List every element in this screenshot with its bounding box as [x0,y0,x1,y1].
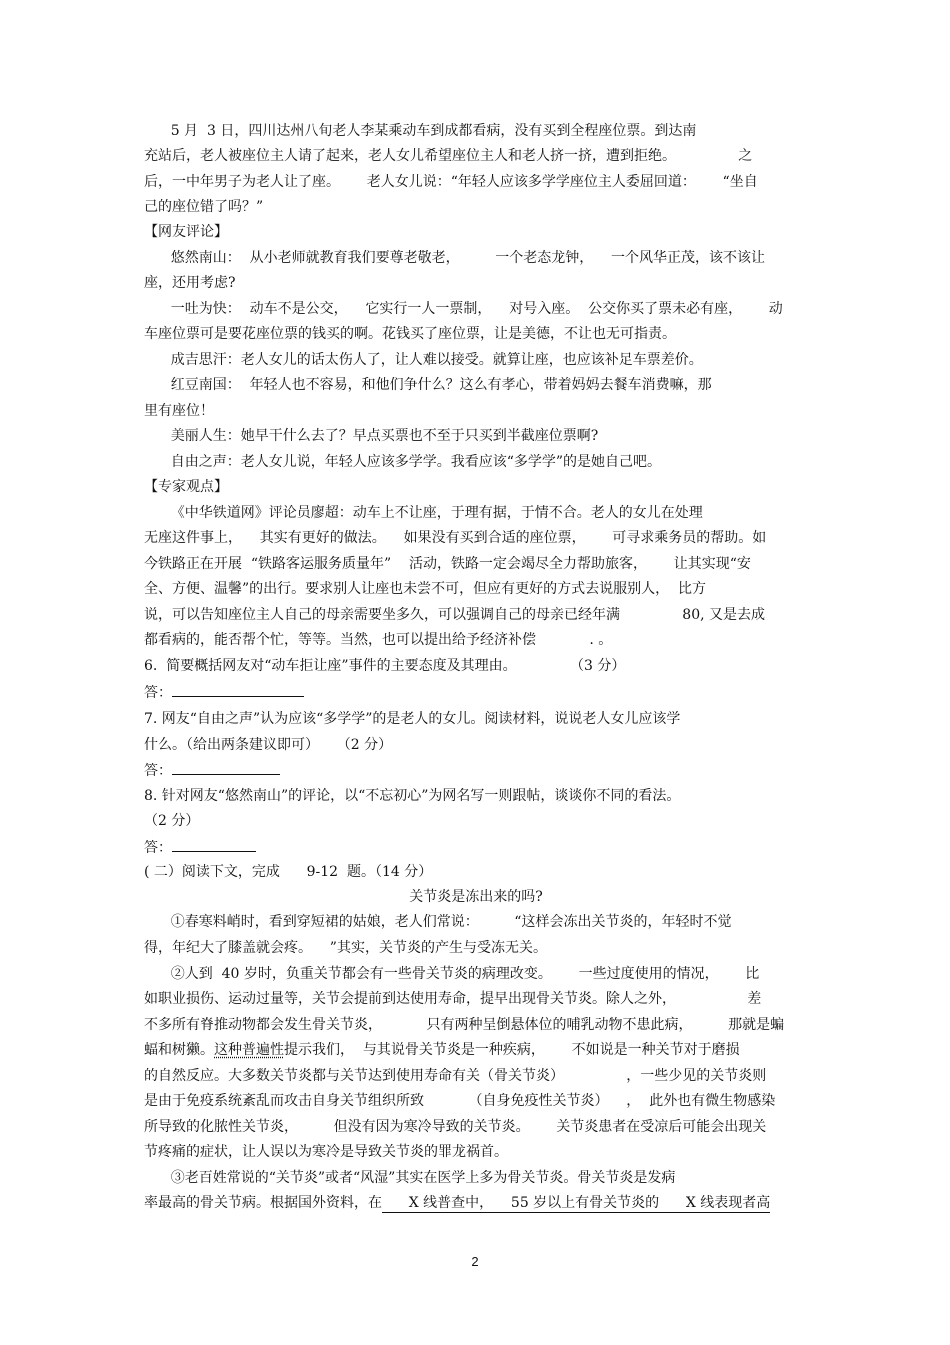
text-line: 座，还用考虑? [144,275,236,291]
text-line: 后，一中年男子为老人让了座。 老人女儿说：“年轻人应该多学学座位主人委屈回道： “坐自 [144,174,758,190]
text-line: 充站后，老人被座位主人请了起来，老人女儿希望座位主人和老人挤一挤，遭到拒绝。 之 [144,148,753,164]
paragraph-2-line: 所导致的化脓性关节炎， 但没有因为寒冷导致的关节炎。 关节炎患者在受凉后可能会出现关 [144,1119,767,1135]
text-line: 自由之声：老人女儿说，年轻人应该多学学。我看应该“多学学”的是她自己吧。 [144,454,662,470]
question-7: 7. 网友“自由之声”认为应该“多学学”的是老人的女儿。阅读材料，说说老人女儿应该学 [144,711,681,727]
section-heading-netizen-comments: 【网友评论】 [144,224,228,240]
emphasized-phrase: 这种普遍性 [214,1042,284,1058]
paragraph-2-line [144,1041,808,1059]
text-line: 成吉思汗：老人女儿的话太伤人了，让人难以接受。就算让座，也应该补足车票差价。 [144,352,703,368]
text-line: 无座这件事上， 其实有更好的做法。 如果没有买到合适的座位票， 可寻求乘务员的帮助。如 [144,530,767,546]
paragraph-2-line: 如职业损伤、运动过量等，关节会提前到达使用寿命，提早出现骨关节炎。除人之外， 差 [144,991,762,1007]
answer-blank-8[interactable] [172,838,256,852]
text-line: 全、方便、温馨”的出行。要求别人让座也未尝不可，但应有更好的方式去说服别人， 比方 [144,581,707,597]
answer-label: 答： [144,763,172,779]
paragraph-2-line: 不多所有脊推动物都会发生骨关节炎， 只有两种呈倒悬体位的哺乳动物不患此病， 那就是蝙 [144,1017,785,1033]
text-line: 都看病的，能否帮个忙，等等。当然，也可以提出给予经济补偿 . 。 [144,632,613,648]
text-segment: 蝠和树獭。 [144,1042,214,1058]
paragraph-2-line: ②人到 40 岁时，负重关节都会有一些骨关节炎的病理改变。 一些过度使用的情况， 比 [144,966,760,982]
paragraph-3-line: ③老百姓常说的“关节炎”或者“风湿”其实在医学上多为骨关节炎。骨关节炎是发病 [144,1170,676,1186]
text-line: 今铁路正在开展 “铁路客运服务质量年” 活动，铁路一定会竭尽全力帮助旅客， 让其实现“安 [144,556,751,572]
page-number: 2 [471,1254,479,1269]
underlined-phrase: X 线普查中， 55 岁以上有骨关节炎的 X 线表现者高 [382,1195,771,1211]
answer-label: 答： [144,840,172,856]
answer-label: 答： [144,685,172,701]
text-line: 悠然南山： 从小老师就教育我们要尊老敬老， 一个老态龙钟， 一个风华正茂，该不该让 [144,250,766,266]
question-6: 6. 简要概括网友对“动车拒让座”事件的主要态度及其理由。 （3 分） [144,658,626,674]
text-line: 红豆南国： 年轻人也不容易，和他们争什么？这么有孝心，带着妈妈去餐车消费嘛，那 [144,377,712,393]
answer-blank-7[interactable] [172,761,280,775]
answer-line-8 [144,838,808,857]
text-line: 5 月 3 日，四川达州八旬老人李某乘动车到成都看病，没有买到全程座位票。到达南 [144,123,697,139]
answer-line-7 [144,761,808,780]
text-line: 说，可以告知座位主人自己的母亲需要坐多久，可以强调自己的母亲已经年满 80, 又是去成 [144,607,766,623]
question-8: 8. 针对网友“悠然南山”的评论，以“不忘初心”为网名写一则跟帖，谈谈你不同的看法。 [144,788,681,804]
text-line: 美丽人生：她早干什么去了？早点买票也不至于只买到半截座位票啊? [144,428,599,444]
text-line: （2 分） [144,813,200,829]
answer-line-6 [144,683,808,702]
paragraph-1-line: 得，年纪大了膝盖就会疼。 ”其实，关节炎的产生与受冻无关。 [144,940,547,956]
paragraph-1-line: ①春寒料峭时，看到穿短裙的姑娘，老人们常说： “这样会冻出关节炎的，年轻时不觉 [144,914,732,930]
section-2-heading: ( 二）阅读下文，完成 9-12 题。（14 分） [144,864,433,880]
article-title: 关节炎是冻出来的吗? [409,889,543,905]
text-line: 车座位票可是要花座位票的钱买的啊。花钱买了座位票，让是美德，不让也无可指责。 [144,326,676,342]
paragraph-2-line: 是由于免疫系统紊乱而攻击自身关节组织所致 （自身免疫性关节炎） ， 此外也有微生物感染 [144,1093,776,1109]
text-segment: 提示我们， 与其说骨关节炎是一种疾病， 不如说是一种关节对于磨损 [284,1042,740,1058]
paragraph-2-line: 节疼痛的症状，让人误以为寒冷是导致关节炎的罪龙祸首。 [144,1144,508,1160]
answer-blank-6[interactable] [172,683,304,697]
text-line: 《中华铁道网》评论员廖超：动车上不让座，于理有据，于情不合。老人的女儿在处理 [144,505,703,521]
paragraph-2-line: 的自然反应。大多数关节炎都与关节达到使用寿命有关（骨关节炎） ，一些少见的关节炎则 [144,1068,767,1084]
text-line: 里有座位！ [144,403,214,419]
text-line: 一吐为快： 动车不是公交， 它实行一人一票制， 对号入座。 公交你买了票未必有座， 动 [144,301,783,317]
text-line: 什么。（给出两条建议即可） （2 分） [144,737,393,753]
text-line: 己的座位错了吗？” [144,199,264,215]
section-heading-expert-view: 【专家观点】 [144,479,228,495]
text-segment: 率最高的骨关节病。根据国外资料，在 [144,1195,382,1211]
paragraph-3-line [144,1194,808,1212]
